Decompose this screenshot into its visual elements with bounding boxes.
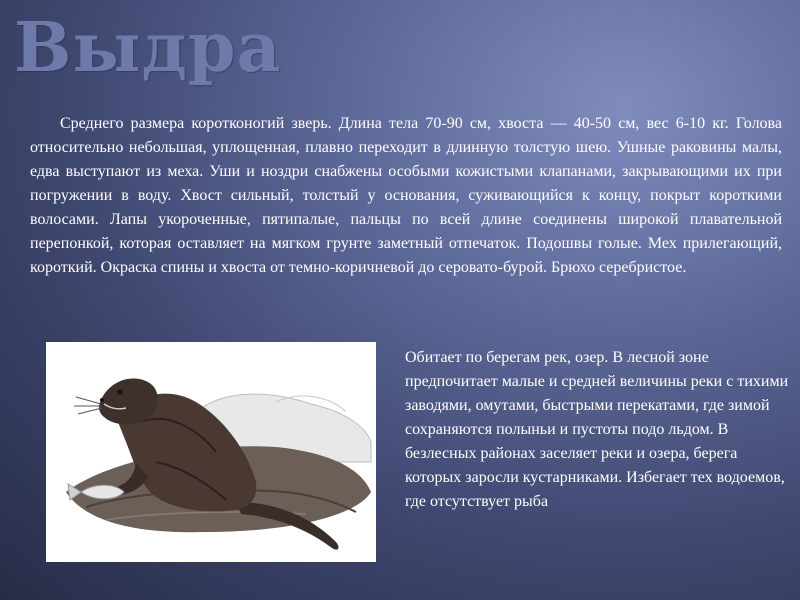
description-paragraph: Среднего размера коротконогий зверь. Длина тела 70-90 см, хвоста — 40-50 см, вес 6-10 кг. Голова относительно небольшая, уплощенная, плавно переходит в длинную толстую шею. Ушные раковины малы, едва выступают из меха. Уши и ноздри снабжены особыми кожистыми клапанами, закрывающими их при погружении в воду. Хвост сильный, толстый у основания, суживающийся к концу, покрыт короткими волосами. Лапы укороченные, пятипалые, пальцы по всей длине соединены широкой плавательной перепонкой, которая оставляет на мягком грунте заметный отпечаток. Подошвы голые. Мех прилегающий, короткий. Окраска спины и хвоста от темно-коричневой до серовато-бурой. Брюхо серебристое. <box>30 115 782 276</box>
habitat-paragraph: Обитает по берегам рек, озер. В лесной зоне предпочитает малые и средней величины реки с тихими заводями, омутами, быстрыми перекатами, где зимой сохраняются полыньи и пустоты подо льдом. В безлесных районах заселяет реки и озера, берега которых заросли кустарниками. Избегает тех водоемов, где отсутствует рыба <box>405 349 789 510</box>
slide-title: Выдра <box>14 8 282 88</box>
otter-illustration <box>46 342 376 562</box>
